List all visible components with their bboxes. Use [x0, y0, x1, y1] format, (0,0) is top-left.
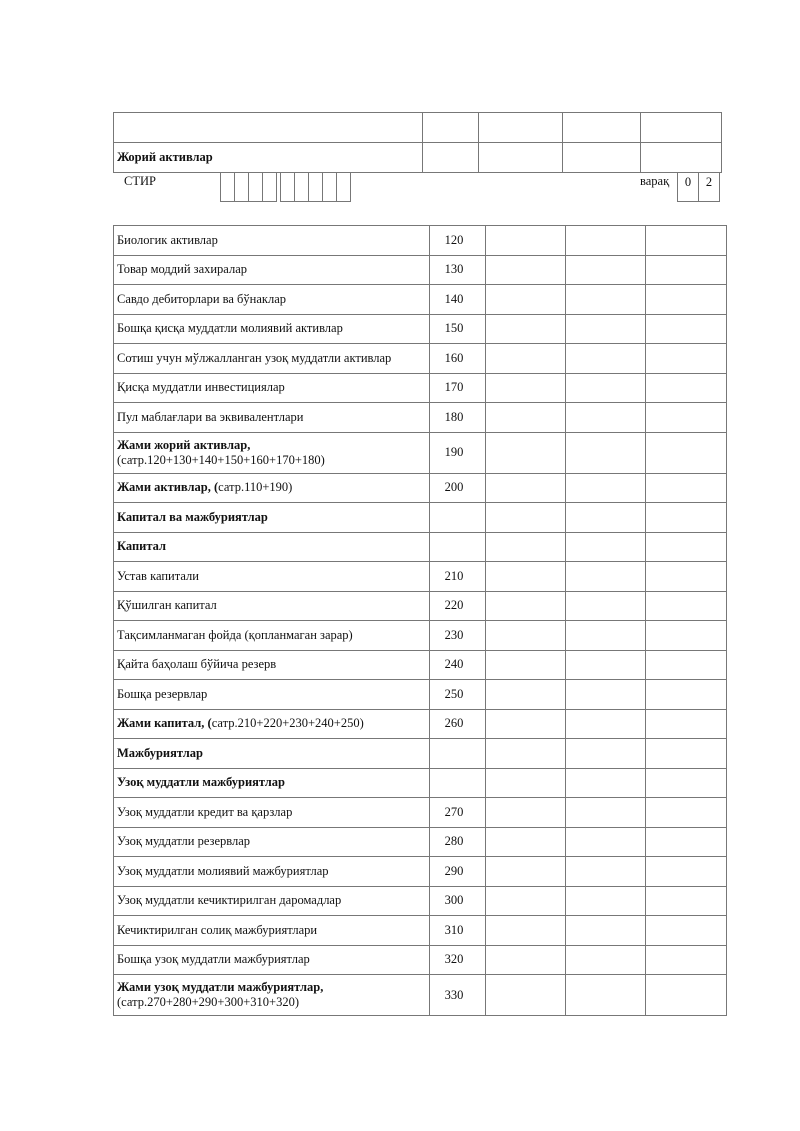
value-cell[interactable] — [486, 255, 566, 285]
row-name-formula: (сатр.120+130+140+150+160+170+180) — [117, 452, 325, 467]
row-code: 150 — [430, 314, 486, 344]
value-cell[interactable] — [566, 739, 646, 769]
value-cell[interactable] — [566, 709, 646, 739]
table-row — [114, 591, 727, 621]
value-cell[interactable] — [486, 562, 566, 592]
value-cell[interactable] — [486, 621, 566, 651]
table-row — [114, 285, 727, 315]
value-cell[interactable] — [566, 886, 646, 916]
row-code: 240 — [430, 650, 486, 680]
stir-label: СТИР — [124, 174, 156, 188]
value-cell[interactable] — [566, 344, 646, 374]
row-name: Тақсимланмаган фойда (қопланмаган зарар) — [114, 621, 430, 651]
value-cell[interactable] — [486, 285, 566, 315]
table-row — [114, 373, 727, 403]
header-cell — [423, 143, 479, 173]
value-cell[interactable] — [566, 473, 646, 503]
header-cell — [641, 113, 722, 143]
row-code: 140 — [430, 285, 486, 315]
balance-table — [113, 225, 727, 1016]
table-row — [114, 621, 727, 651]
table-row — [114, 473, 727, 503]
row-name: Сотиш учун мўлжалланган узоқ муддатли активлар — [114, 344, 430, 374]
value-cell[interactable] — [646, 975, 727, 1016]
value-cell[interactable] — [566, 591, 646, 621]
sheet-label: варақ — [640, 174, 670, 188]
header-row-section — [114, 143, 722, 173]
value-cell[interactable] — [486, 432, 566, 473]
value-cell[interactable] — [566, 827, 646, 857]
value-cell[interactable] — [486, 503, 566, 533]
row-name-bold: Жами активлар, ( — [117, 480, 219, 495]
table-row — [114, 945, 727, 975]
row-code — [430, 503, 486, 533]
value-cell[interactable] — [646, 621, 727, 651]
row-name-formula: сатр.110+190) — [218, 480, 293, 495]
value-cell[interactable] — [486, 827, 566, 857]
table-row — [114, 827, 727, 857]
value-cell[interactable] — [566, 226, 646, 256]
value-cell[interactable] — [486, 373, 566, 403]
value-cell[interactable] — [566, 857, 646, 887]
value-cell[interactable] — [486, 739, 566, 769]
table-row — [114, 314, 727, 344]
row-code: 290 — [430, 857, 486, 887]
row-code: 330 — [430, 975, 486, 1016]
table-row — [114, 768, 727, 798]
value-cell[interactable] — [566, 503, 646, 533]
value-cell[interactable] — [646, 226, 727, 256]
value-cell[interactable] — [486, 886, 566, 916]
stir-digit-box[interactable] — [294, 172, 309, 202]
row-code: 300 — [430, 886, 486, 916]
value-cell[interactable] — [486, 591, 566, 621]
value-cell[interactable] — [646, 680, 727, 710]
row-code: 120 — [430, 226, 486, 256]
value-cell[interactable] — [566, 975, 646, 1016]
table-row — [114, 650, 727, 680]
row-name: Узоқ муддатли молиявий мажбуриятлар — [114, 857, 430, 887]
stir-digit-box[interactable] — [336, 172, 351, 202]
value-cell[interactable] — [646, 373, 727, 403]
row-code — [430, 768, 486, 798]
row-name — [114, 709, 430, 739]
stir-digit-box[interactable] — [280, 172, 295, 202]
row-code: 270 — [430, 798, 486, 828]
row-code: 250 — [430, 680, 486, 710]
value-cell[interactable] — [646, 650, 727, 680]
row-name: Савдо дебиторлари ва бўнаклар — [114, 285, 430, 315]
row-code: 160 — [430, 344, 486, 374]
row-code: 260 — [430, 709, 486, 739]
header-cell — [479, 143, 563, 173]
row-name: Узоқ муддатли кредит ва қарзлар — [114, 798, 430, 828]
value-cell[interactable] — [646, 945, 727, 975]
header-row-blank — [114, 113, 722, 143]
row-name: Бошқа резервлар — [114, 680, 430, 710]
stir-digit-box[interactable] — [322, 172, 337, 202]
row-name — [114, 473, 430, 503]
row-name: Бошқа қисқа муддатли молиявий активлар — [114, 314, 430, 344]
row-name: Товар моддий захиралар — [114, 255, 430, 285]
table-row — [114, 798, 727, 828]
value-cell[interactable] — [646, 768, 727, 798]
value-cell[interactable] — [486, 403, 566, 433]
header-cell — [641, 143, 722, 173]
value-cell[interactable] — [646, 591, 727, 621]
sheet-digit-2: 2 — [698, 172, 720, 202]
stir-boxes — [221, 172, 351, 202]
header-table — [113, 112, 722, 173]
row-code: 180 — [430, 403, 486, 433]
header-cell — [423, 113, 479, 143]
table-row — [114, 562, 727, 592]
value-cell[interactable] — [486, 768, 566, 798]
value-cell[interactable] — [486, 798, 566, 828]
row-name-formula: сатр.210+220+230+240+250) — [211, 716, 364, 731]
stir-digit-box[interactable] — [220, 172, 235, 202]
value-cell[interactable] — [486, 975, 566, 1016]
row-name-bold: Жами узоқ муддатли мажбуриятлар, — [117, 980, 324, 994]
section-label: Жорий активлар — [114, 143, 423, 173]
value-cell[interactable] — [646, 827, 727, 857]
value-cell[interactable] — [566, 255, 646, 285]
row-name: Узоқ муддатли резервлар — [114, 827, 430, 857]
row-name-bold: Жами капитал, ( — [117, 716, 212, 731]
row-name: Капитал — [114, 532, 430, 562]
row-code: 130 — [430, 255, 486, 285]
stir-digit-box[interactable] — [308, 172, 323, 202]
table-row — [114, 680, 727, 710]
row-name: Узоқ муддатли мажбуриятлар — [114, 768, 430, 798]
row-code: 310 — [430, 916, 486, 946]
value-cell[interactable] — [646, 739, 727, 769]
value-cell[interactable] — [486, 650, 566, 680]
value-cell[interactable] — [566, 562, 646, 592]
row-name: Капитал ва мажбуриятлар — [114, 503, 430, 533]
value-cell[interactable] — [646, 798, 727, 828]
value-cell[interactable] — [646, 709, 727, 739]
table-row — [114, 432, 727, 473]
value-cell[interactable] — [486, 709, 566, 739]
value-cell[interactable] — [646, 432, 727, 473]
table-row — [114, 226, 727, 256]
value-cell[interactable] — [566, 768, 646, 798]
table-row — [114, 709, 727, 739]
value-cell[interactable] — [566, 314, 646, 344]
header-cell — [479, 113, 563, 143]
value-cell[interactable] — [646, 285, 727, 315]
value-cell[interactable] — [486, 314, 566, 344]
row-name: Бошқа узоқ муддатли мажбуриятлар — [114, 945, 430, 975]
table-row — [114, 886, 727, 916]
row-code — [430, 739, 486, 769]
row-name: Қисқа муддатли инвестициялар — [114, 373, 430, 403]
row-name: Биологик активлар — [114, 226, 430, 256]
value-cell[interactable] — [486, 916, 566, 946]
row-code: 190 — [430, 432, 486, 473]
value-cell[interactable] — [486, 344, 566, 374]
row-name: Устав капитали — [114, 562, 430, 592]
row-name-bold: Жами жорий активлар, — [117, 437, 251, 452]
value-cell[interactable] — [486, 532, 566, 562]
value-cell[interactable] — [646, 857, 727, 887]
value-cell[interactable] — [486, 473, 566, 503]
table-row — [114, 975, 727, 1016]
header-cell — [563, 113, 641, 143]
value-cell[interactable] — [646, 314, 727, 344]
value-cell[interactable] — [486, 680, 566, 710]
table-row — [114, 739, 727, 769]
table-row — [114, 344, 727, 374]
row-name: Қўшилган капитал — [114, 591, 430, 621]
value-cell[interactable] — [486, 857, 566, 887]
row-name: Қайта баҳолаш бўйича резерв — [114, 650, 430, 680]
row-name: Мажбуриятлар — [114, 739, 430, 769]
row-code: 280 — [430, 827, 486, 857]
sheet-number — [678, 172, 720, 202]
value-cell[interactable] — [566, 373, 646, 403]
table-row — [114, 403, 727, 433]
table-row — [114, 916, 727, 946]
row-code: 210 — [430, 562, 486, 592]
value-cell[interactable] — [566, 798, 646, 828]
stir-digit-box[interactable] — [262, 172, 277, 202]
row-name-formula: (сатр.270+280+290+300+310+320) — [117, 995, 299, 1009]
row-name — [114, 975, 430, 1016]
table-row — [114, 532, 727, 562]
value-cell[interactable] — [566, 432, 646, 473]
row-code: 200 — [430, 473, 486, 503]
value-cell[interactable] — [646, 562, 727, 592]
stir-digit-box[interactable] — [234, 172, 249, 202]
value-cell[interactable] — [646, 886, 727, 916]
value-cell[interactable] — [566, 403, 646, 433]
row-name: Пул маблағлари ва эквивалентлари — [114, 403, 430, 433]
row-code: 230 — [430, 621, 486, 651]
row-code: 320 — [430, 945, 486, 975]
row-name — [114, 432, 430, 473]
value-cell[interactable] — [566, 621, 646, 651]
table-row — [114, 857, 727, 887]
value-cell[interactable] — [566, 680, 646, 710]
header-cell — [563, 143, 641, 173]
stir-digit-box[interactable] — [248, 172, 263, 202]
value-cell[interactable] — [646, 473, 727, 503]
value-cell[interactable] — [646, 255, 727, 285]
value-cell[interactable] — [486, 226, 566, 256]
sheet-digit-1: 0 — [677, 172, 699, 202]
value-cell[interactable] — [486, 945, 566, 975]
value-cell[interactable] — [566, 532, 646, 562]
row-code: 220 — [430, 591, 486, 621]
row-code: 170 — [430, 373, 486, 403]
table-row — [114, 503, 727, 533]
row-code — [430, 532, 486, 562]
value-cell[interactable] — [646, 532, 727, 562]
value-cell[interactable] — [646, 403, 727, 433]
row-name: Кечиктирилган солиқ мажбуриятлари — [114, 916, 430, 946]
value-cell[interactable] — [646, 344, 727, 374]
header-cell — [114, 113, 423, 143]
value-cell[interactable] — [566, 916, 646, 946]
value-cell[interactable] — [646, 916, 727, 946]
row-name: Узоқ муддатли кечиктирилган даромадлар — [114, 886, 430, 916]
value-cell[interactable] — [646, 503, 727, 533]
value-cell[interactable] — [566, 650, 646, 680]
value-cell[interactable] — [566, 945, 646, 975]
value-cell[interactable] — [566, 285, 646, 315]
table-row — [114, 255, 727, 285]
